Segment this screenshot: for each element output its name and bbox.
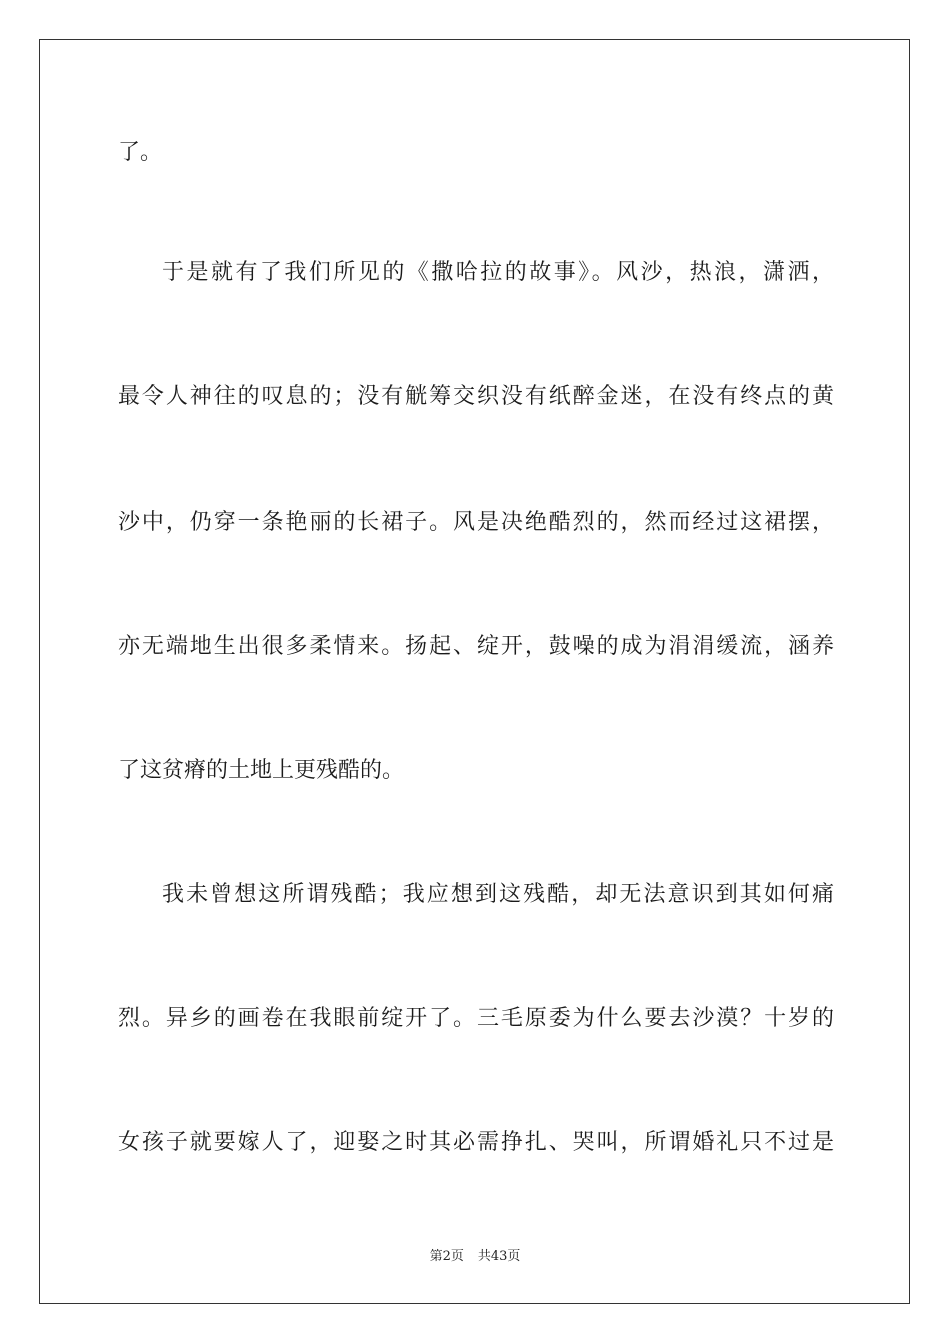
text-line-6: 了这贫瘠的土地上更残酷的。 [118, 758, 405, 783]
text-line-5: 亦无端地生出很多柔情来。扬起、绽开，鼓噪的成为涓涓缓流，涵养 [118, 634, 834, 659]
page-footer [0, 1248, 950, 1266]
text-line-9: 女孩子就要嫁人了，迎娶之时其必需挣扎、哭叫，所谓婚礼只不过是 [118, 1130, 834, 1155]
text-line-1: 了。 [118, 140, 163, 165]
page-total: 共43页 [477, 1249, 521, 1264]
page-border [39, 39, 910, 1304]
text-line-8: 烈。异乡的画卷在我眼前绽开了。三毛原委为什么要去沙漠？十岁的 [118, 1006, 834, 1031]
text-line-7: 我未曾想这所谓残酷；我应想到这残酷，却无法意识到其如何痛 [162, 882, 834, 907]
text-line-4: 沙中，仍穿一条艳丽的长裙子。风是决绝酷烈的，然而经过这裙摆， [118, 510, 834, 535]
page-number: 第2页 [429, 1249, 464, 1264]
text-line-3: 最令人神往的叹息的；没有觥筹交织没有纸醉金迷，在没有终点的黄 [118, 384, 834, 409]
text-line-2: 于是就有了我们所见的《撒哈拉的故事》。风沙，热浪，潇洒， [162, 260, 834, 285]
